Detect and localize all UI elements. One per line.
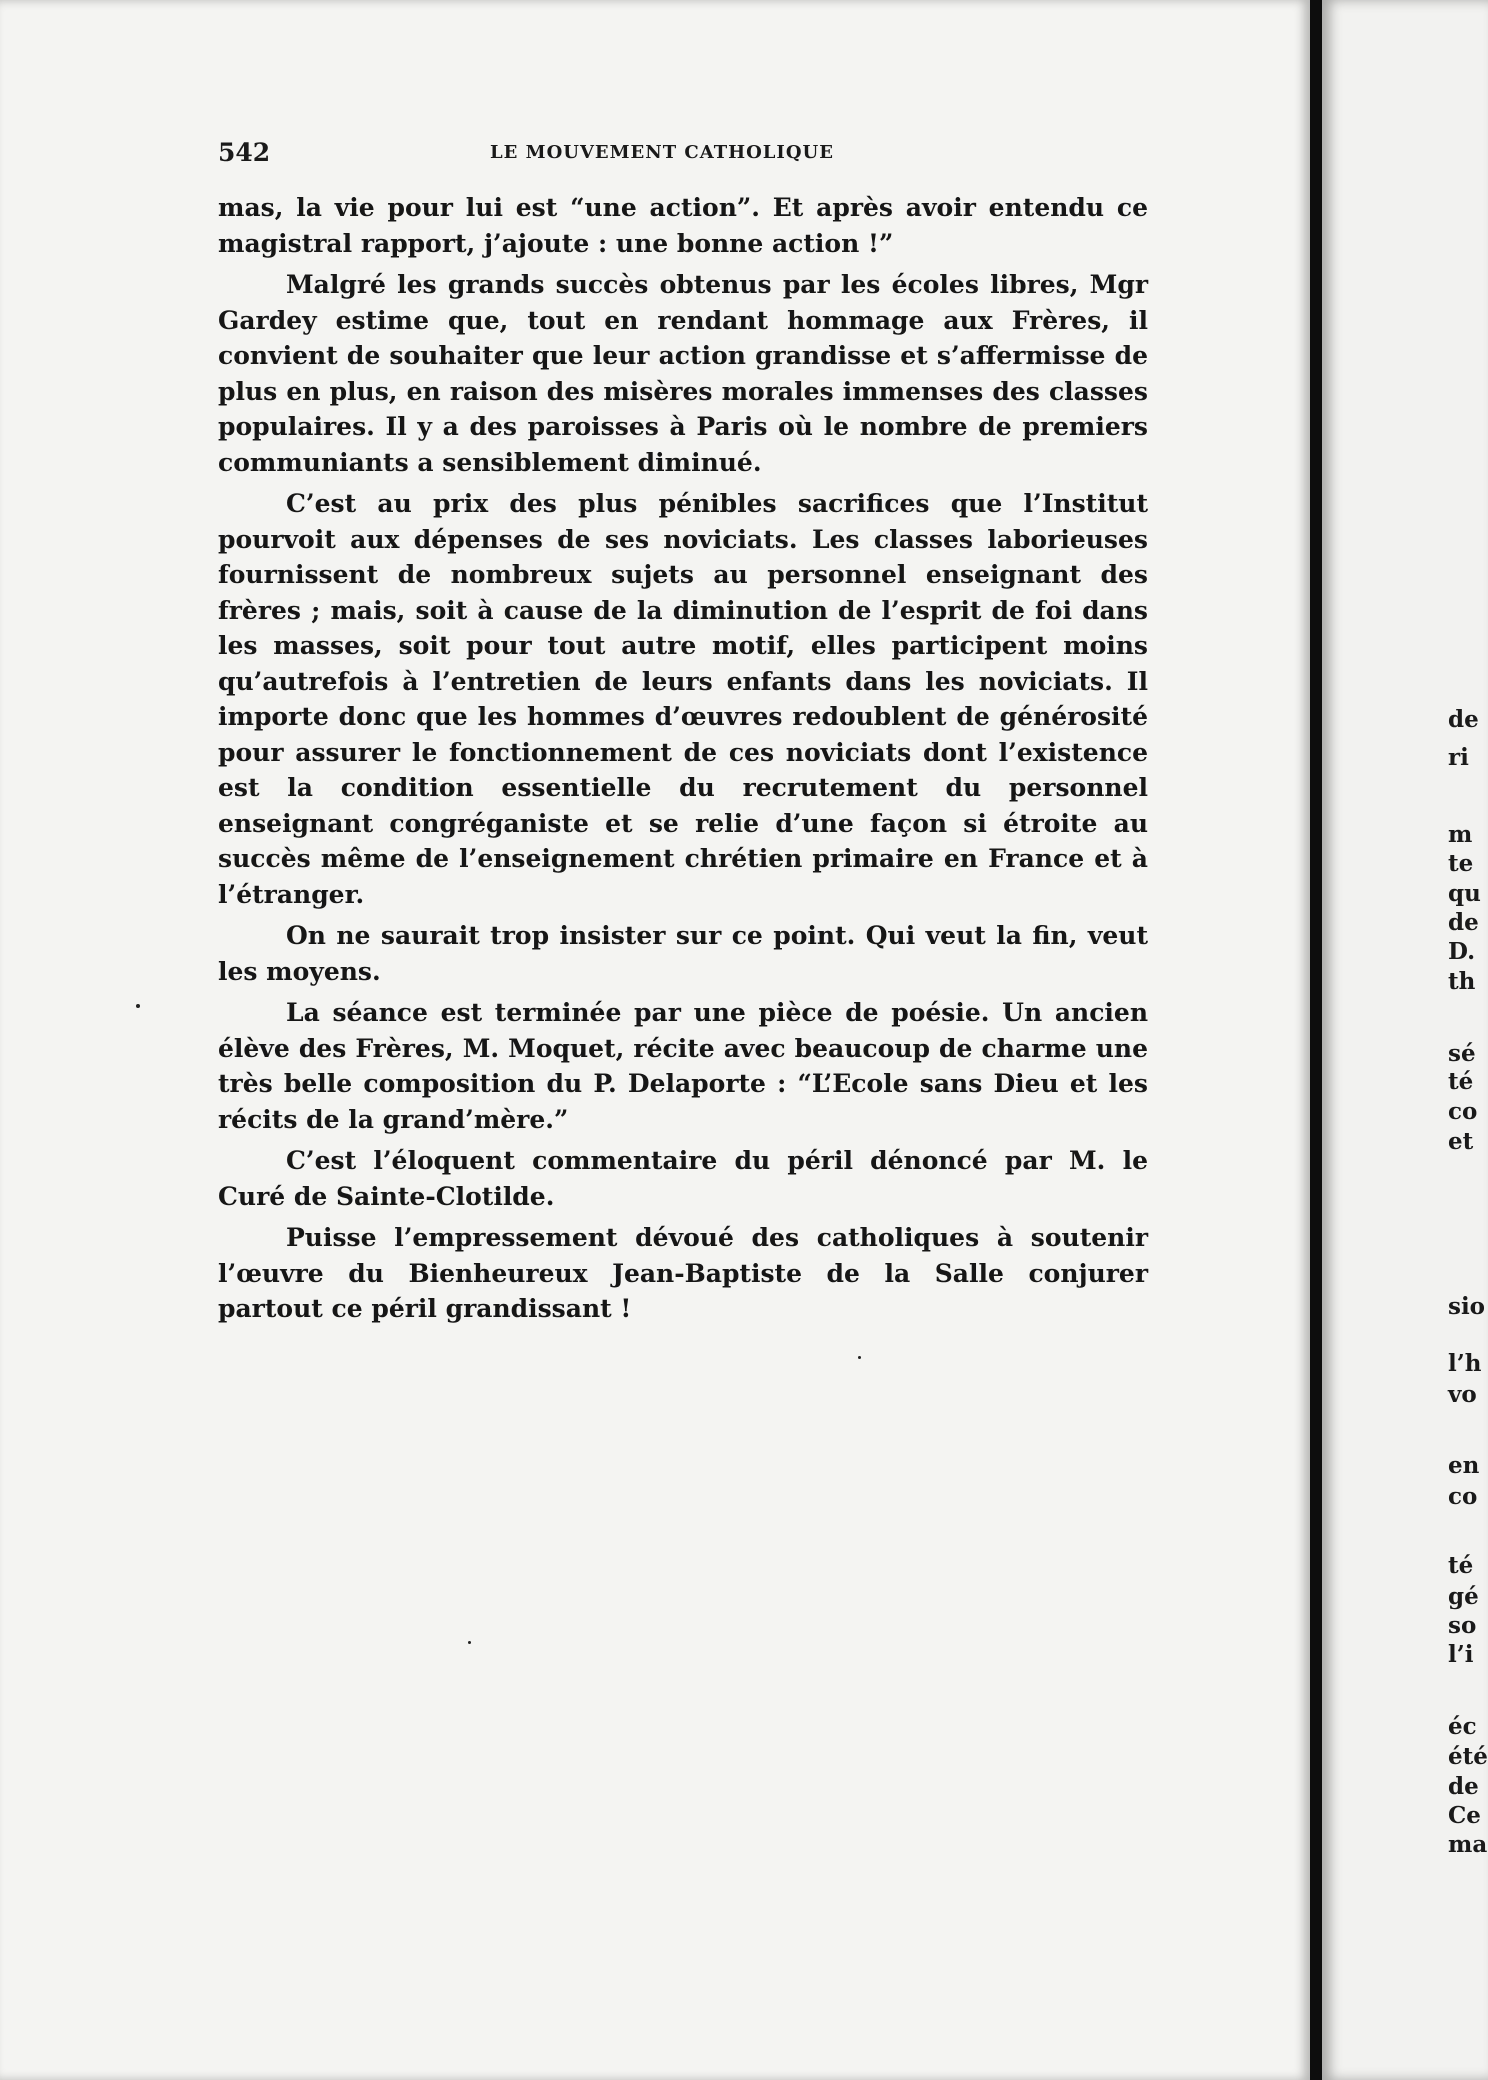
facing-page-fragment: co: [1448, 1098, 1478, 1125]
facing-page-fragment: en: [1448, 1452, 1480, 1479]
page-header: [218, 138, 898, 174]
facing-page-fragment: et: [1448, 1128, 1474, 1155]
facing-page-fragment: té: [1448, 1552, 1474, 1579]
right-page-edge: [1322, 0, 1488, 2080]
paragraph: mas, la vie pour lui est “une action”. Et après avoir entendu ce magistral rapport, j’ajoute : une bonne action !”: [218, 193, 1148, 258]
page-number: 542: [218, 138, 271, 167]
facing-page-fragment: de: [1448, 909, 1479, 936]
facing-page-fragment: éc: [1448, 1713, 1477, 1740]
facing-page-fragment: ri: [1448, 744, 1469, 771]
facing-page-fragment: sio: [1448, 1293, 1486, 1320]
facing-page-fragment: vo: [1448, 1381, 1477, 1408]
facing-page-fragment: so: [1448, 1612, 1477, 1639]
facing-page-fragment: té: [1448, 1068, 1474, 1095]
running-head: LE MOUVEMENT CATHOLIQUE: [490, 142, 834, 163]
paragraph: Malgré les grands succès obtenus par les écoles libres, Mgr Gardey estime que, tout en rendant hommage aux Frères, il convient de souhaiter que leur action grandisse et s’affermisse de plus en plus, en raison des misères morales immenses des classes populaires. Il y a des paroisses à Paris où le nombre de premiers communiants a sensiblement diminué.: [218, 270, 1148, 477]
facing-page-fragment: l’h: [1448, 1350, 1482, 1377]
facing-page-fragment: été: [1448, 1743, 1488, 1770]
print-speck: [858, 1356, 861, 1359]
facing-page-fragment: Ce: [1448, 1802, 1481, 1829]
facing-page-fragment: ma: [1448, 1831, 1488, 1858]
body-text: [218, 190, 1148, 1333]
facing-page-fragment: de: [1448, 706, 1479, 733]
facing-page-fragment: m: [1448, 821, 1473, 848]
facing-page-fragment: th: [1448, 968, 1476, 995]
paragraph: C’est l’éloquent commentaire du péril dénoncé par M. le Curé de Sainte-Clotilde.: [218, 1146, 1148, 1211]
print-speck: [468, 1641, 471, 1644]
facing-page-fragment: l’i: [1448, 1641, 1474, 1668]
paragraph: C’est au prix des plus pénibles sacrifices que l’Institut pourvoit aux dépenses de ses noviciats. Les classes laborieuses fournissent de nombreux sujets au personnel enseignant des frères ; mais, soit à cause de la diminution de l’esprit de foi dans les masses, soit pour tout autre motif, elles participent moins qu’autrefois à l’entretien de leurs enfants dans les noviciats. Il importe donc que les hommes d’œuvres redoublent de générosité pour assurer le fonctionnement de ces noviciats dont l’existence est la condition essentielle du recrutement du personnel enseignant congréganiste et se relie d’une façon si étroite au succès même de l’enseignement chrétien primaire en France et à l’étranger.: [218, 489, 1148, 909]
print-speck: [136, 1004, 140, 1008]
facing-page-fragment: D.: [1448, 938, 1476, 965]
facing-page-fragment: qu: [1448, 880, 1481, 907]
paragraph: On ne saurait trop insister sur ce point. Qui veut la fin, veut les moyens.: [218, 921, 1148, 986]
facing-page-fragment: sé: [1448, 1040, 1476, 1067]
paragraph: La séance est terminée par une pièce de poésie. Un ancien élève des Frères, M. Moquet, récite avec beaucoup de charme une très belle composition du P. Delaporte : “L’Ecole sans Dieu et les récits de la grand’mère.”: [218, 998, 1148, 1134]
facing-page-fragment: te: [1448, 850, 1474, 877]
facing-page-fragment: gé: [1448, 1583, 1479, 1610]
paragraph: Puisse l’empressement dévoué des catholiques à soutenir l’œuvre du Bienheureux Jean-Baptiste de la Salle conjurer partout ce péril grandissant !: [218, 1223, 1148, 1323]
facing-page-fragment: de: [1448, 1773, 1479, 1800]
facing-page-fragment: co: [1448, 1483, 1478, 1510]
